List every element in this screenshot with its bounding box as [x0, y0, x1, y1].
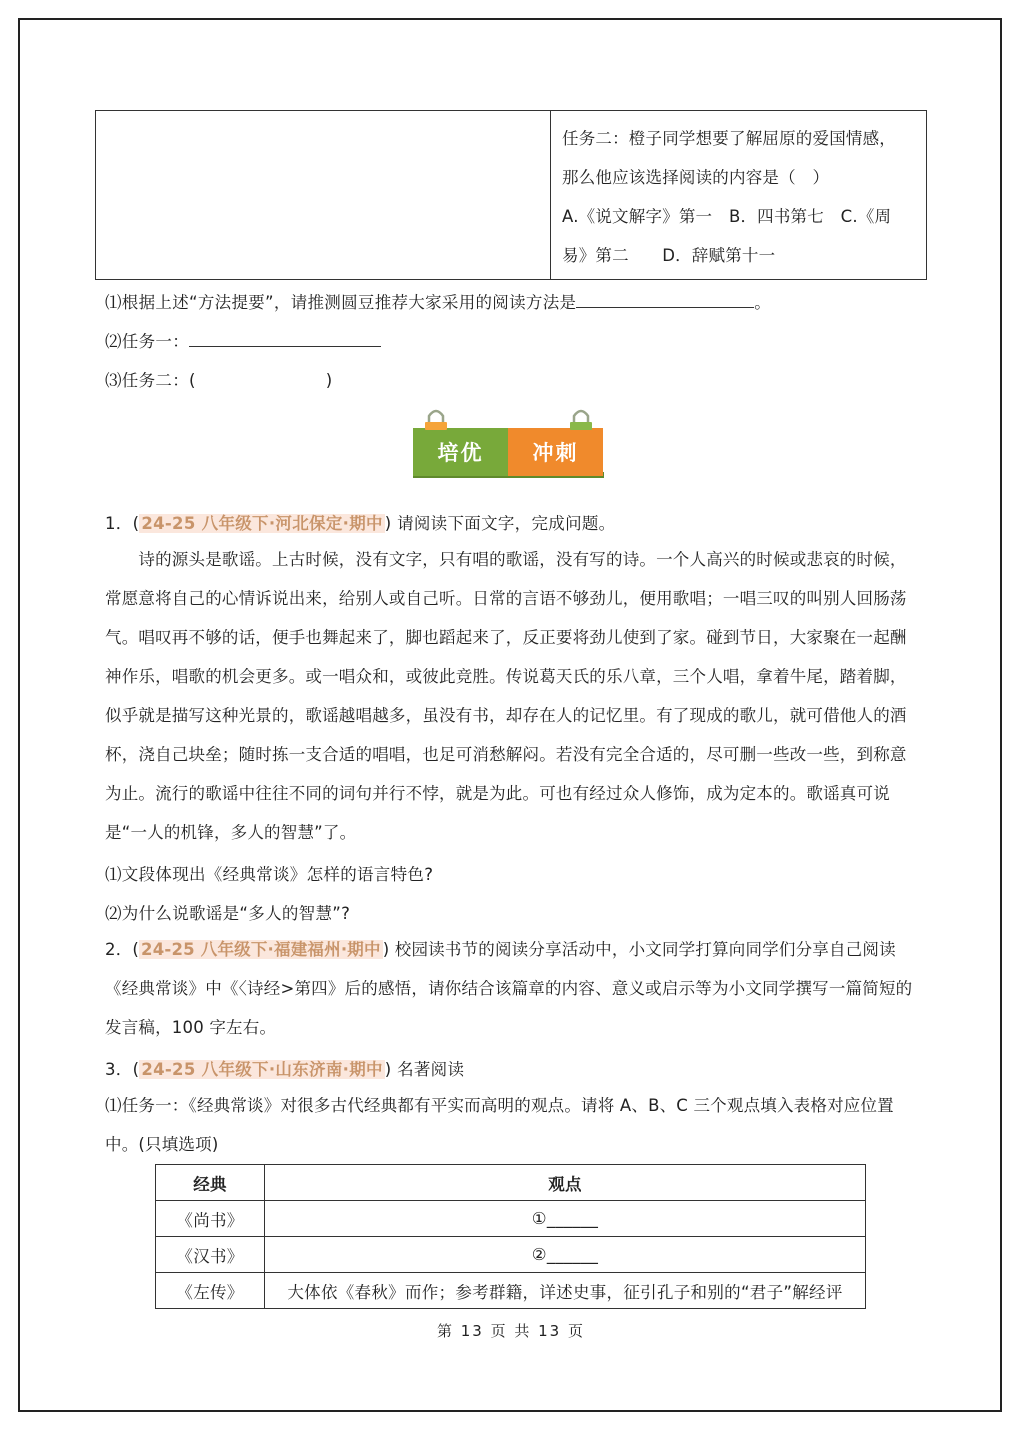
answer-blank[interactable] [189, 332, 381, 347]
table-divider [550, 111, 551, 279]
answer-blank[interactable] [576, 293, 754, 308]
source-tag: 24-25 八年级下·福建福州·期中 [141, 940, 381, 959]
table-cell: 《左传》 [156, 1273, 265, 1309]
source-tag: 24-25 八年级下·山东济南·期中 [141, 1060, 383, 1079]
answer-cell[interactable]: ①______ [265, 1201, 866, 1237]
question-1-sub-1: ⑴文段体现出《经典常谈》怎样的语言特色? [105, 865, 434, 884]
answer-cell[interactable]: ②______ [265, 1237, 866, 1273]
question-3-header: 3．( 24-25 八年级下·山东济南·期中 ) 名著阅读 [105, 1060, 465, 1079]
table-row [156, 1201, 866, 1237]
table-header-row [156, 1165, 866, 1201]
table-row [156, 1237, 866, 1273]
pre-question-1: ⑴根据上述“方法提要”，请推测圆豆推荐大家采用的阅读方法是 。 [105, 293, 772, 312]
table-cell: 《尚书》 [156, 1201, 265, 1237]
source-tag: 24-25 八年级下·河北保定·期中 [141, 514, 383, 533]
pre-question-3: ⑶任务二：( ) [105, 371, 333, 390]
classics-table [155, 1164, 866, 1309]
section-badge [413, 428, 604, 478]
question-1-sub-2: ⑵为什么说歌谣是“多人的智慧”? [105, 904, 351, 923]
badge-left: 培优 [413, 428, 508, 476]
binder-clip-icon [423, 406, 449, 432]
page-footer: 第 13 页 共 13 页 [436, 1322, 585, 1340]
question-1-header: 1．( 24-25 八年级下·河北保定·期中 ) 请阅读下面文字，完成问题。 [105, 514, 616, 533]
table-cell: 大体依《春秋》而作；参考群籍，详述史事，征引孔子和别的“君子”解经评 [265, 1273, 866, 1309]
question-3-sub-1: ⑴任务一：《经典常谈》对很多古代经典都有平实而高明的观点。请将 A、B、C 三个观点填入表格对应位置中。(只填选项) [105, 1096, 894, 1154]
table-header: 观点 [265, 1165, 866, 1201]
task-two-line: 任务二：橙子同学想要了解屈原的爱国情感， [562, 129, 896, 148]
task-two-cell [562, 119, 922, 275]
table-header: 经典 [156, 1165, 265, 1201]
question-1-passage: 诗的源头是歌谣。上古时候，没有文字，只有唱的歌谣，没有写的诗。一个人高兴的时候或悲哀的时候，常愿意将自己的心情诉说出来，给别人或自己听。日常的言语不够劲儿，便用歌唱；一唱三叹的叫别人回肠荡气。唱叹再不够的话，便手也舞起来了，脚也蹈起来了，反正要将劲儿使到了家。碰到节日，大家聚在一起酬神作乐，唱歌的机会更多。或一唱众和，或彼此竞胜。传说葛天氏的乐八章，三个人唱，拿着牛尾，踏着脚，似乎就是描写这种光景的，歌谣越唱越多，虽没有书，却存在人的记忆里。有了现成的歌儿，就可借他人的酒杯，浇自己块垒；随时拣一支合适的唱唱，也足可消愁解闷。若没有完全合适的，尽可删一些改一些，到称意为止。流行的歌谣中往往不同的词句并行不悖，就是为此。可也有经过众人修饰，成为定本的。歌谣真可说是“一人的机锋，多人的智慧”了。 [105, 550, 907, 842]
question-2: 2．( 24-25 八年级下·福建福州·期中 ) 校园读书节的阅读分享活动中，小文同学打算向同学们分享自己阅读《经典常谈》中《〈诗经>第四》后的感悟，请你结合该篇章的内容、意义或启示等为小文同学撰写一篇简短的发言稿，100 字左右。 [105, 940, 913, 1037]
pre-question-2: ⑵任务一： [105, 328, 381, 352]
table-row [156, 1273, 866, 1309]
task-table [95, 110, 927, 280]
binder-clip-icon [568, 406, 594, 432]
task-two-line: A.《说文解字》第一 B．四书第七 C.《周 [562, 207, 892, 226]
task-two-line: 易》第二 D．辞赋第十一 [562, 246, 776, 265]
badge-right: 冲刺 [508, 428, 603, 476]
table-cell: 《汉书》 [156, 1237, 265, 1273]
task-two-line: 那么他应该选择阅读的内容是（ ） [562, 168, 830, 187]
